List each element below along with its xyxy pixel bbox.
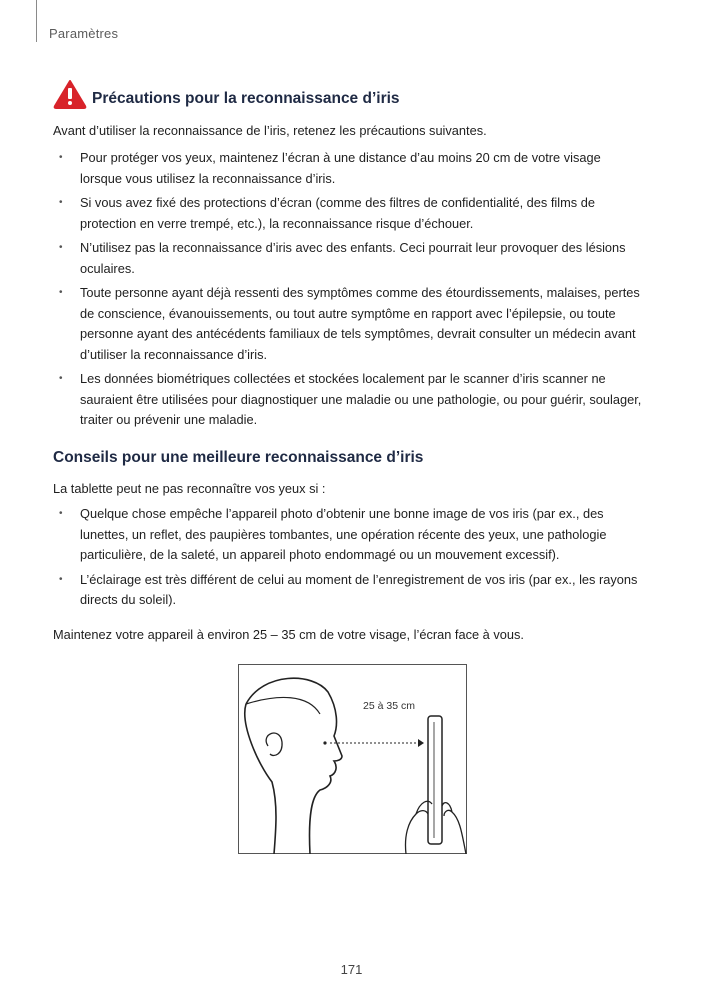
distance-note: Maintenez votre appareil à environ 25 – 35 cm de votre visage, l’écran face à vous. <box>53 627 524 642</box>
list-item: • N’utilisez pas la reconnaissance d’iris avec des enfants. Ceci pourrait leur provoquer des lésions oculaires. <box>53 238 643 279</box>
conseils-intro: La tablette peut ne pas reconnaître vos yeux si : <box>53 481 326 496</box>
section-header: Paramètres <box>49 26 119 41</box>
precautions-intro: Avant d’utiliser la reconnaissance de l’iris, retenez les précautions suivantes. <box>53 123 487 138</box>
precautions-list <box>53 148 643 435</box>
distance-label: 25 à 35 cm <box>363 700 415 712</box>
list-item: • L’éclairage est très différent de celui au moment de l’enregistrement de vos iris (par ex., les rayons directs du soleil). <box>53 570 643 611</box>
conseils-title: Conseils pour une meilleure reconnaissance d’iris <box>53 449 424 466</box>
list-item: • Pour protéger vos yeux, maintenez l’écran à une distance d’au moins 20 cm de votre visage lorsque vous utilisez la reconnaissance d’iris. <box>53 148 643 189</box>
warning-icon <box>53 79 87 109</box>
list-item: • Les données biométriques collectées et stockées localement par le scanner d’iris scanner ne sauraient être utilisées pour diagnostiquer une maladie ou une pathologie, ou pour guérir, soulager, traiter ou prévenir une maladie. <box>53 369 643 431</box>
list-item: • Quelque chose empêche l’appareil photo d’obtenir une bonne image de vos iris (par ex., des lunettes, un reflet, des paupières tombantes, une opération récente des yeux, une pathologie particulière, de la saleté, un appareil photo endommagé ou un mouvement excessif). <box>53 504 643 566</box>
list-item: • Toute personne ayant déjà ressenti des symptômes comme des étourdissements, malaises, pertes de conscience, évanouissements, ou tout autre symptôme en rapport avec l’épilepsie, ou toute personne ayant des antécédents familiaux de tels symptômes, devrait consulter un médecin avant d’utiliser la reconnaissance d’iris. <box>53 283 643 365</box>
page-number: 171 <box>340 962 363 977</box>
conseils-list <box>53 504 643 615</box>
header-rule <box>36 0 37 42</box>
distance-illustration <box>238 664 467 854</box>
list-item: • Si vous avez fixé des protections d’écran (comme des filtres de confidentialité, des films de protection en verre trempé, etc.), la reconnaissance risque d’échouer. <box>53 193 643 234</box>
precautions-title: Précautions pour la reconnaissance d’iris <box>92 90 400 107</box>
